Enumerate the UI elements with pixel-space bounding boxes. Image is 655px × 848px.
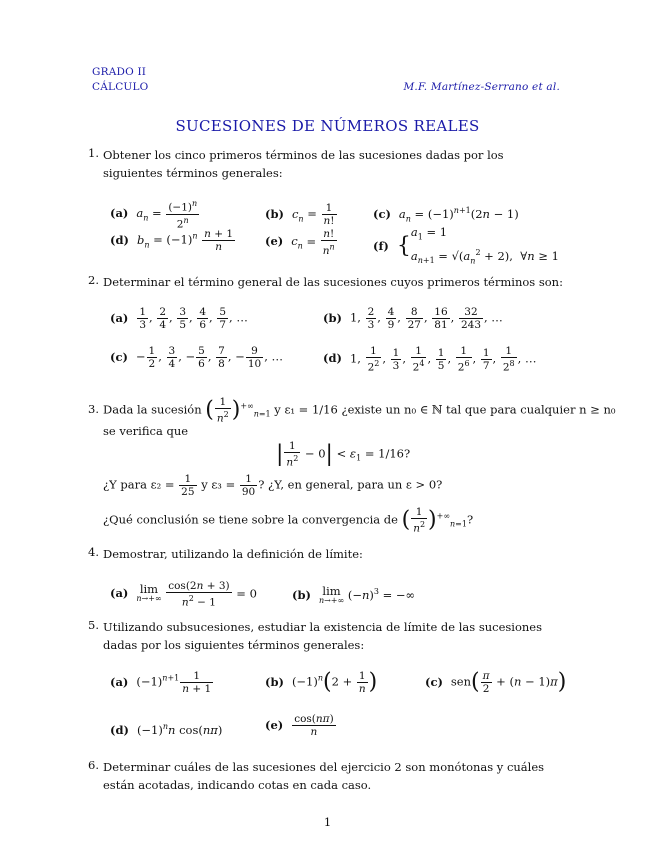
item-number: 5.: [88, 618, 99, 632]
page-title: SUCESIONES DE NÚMEROS REALES: [175, 117, 480, 135]
q3-line1: Dada la sucesión ( $\frac{1}{n^2}$ )$^{+\infty}_{n=1}$ y ε₁ = 1/16 ¿existe un n₀ ∈ ℕ tal que para cualquier n ≥ n₀: [103, 396, 616, 425]
question-1: Obtener los cinco primeros términos de las sucesiones dadas por los siguientes términos generales:: [103, 148, 504, 180]
item-number: 2.: [88, 273, 99, 287]
item-number: 6.: [88, 758, 99, 772]
q3-inequality: | $\frac{1}{n^2}$ − $0| < \varepsilon_1 = 1/16$?: [276, 440, 411, 469]
q2c: (c) − $\frac{1}{2}$ , $\frac{3}{4}$ , − $\frac{5}{6}$ , $\frac{7}{8}$ , − $\frac{9}{10}$ , …: [110, 345, 283, 370]
page-number: 1: [323, 815, 332, 829]
authors: M.F. Martínez-Serrano et al.: [403, 81, 560, 93]
question-6: Determinar cuáles de las sucesiones del ejercicio 2 son monótonas y cuáles están acotadas, indicando cotas en cada caso.: [103, 760, 545, 792]
q4a: (a) lim n→+∞ $\frac{\cos(2n + 3)}{n^2 - 1}$ = 0: [110, 580, 257, 609]
course-name: CÁLCULO: [92, 81, 149, 93]
q1a: (a) $a_n$ = $\frac{(-1)^n}{2^n}$: [110, 199, 198, 230]
q1d: (d) $b_n = (-1)^n$ $\frac{n + 1}{n}$: [110, 228, 234, 253]
q1c: (c) $a_n = (-1)^{n+1}(2n - 1)$: [373, 206, 519, 224]
q5d: (d) $(-1)^nn$ cos(nπ): [110, 722, 223, 737]
q5c: (c) sen( $\frac{\pi}{2}$ + (n − 1)π): [425, 669, 567, 695]
question-4: Demostrar, utilizando la definición de límite:: [103, 547, 363, 561]
course-level: GRADO II: [92, 66, 147, 78]
question-5: Utilizando subsucesiones, estudiar la existencia de límite de las sucesiones dadas por los siguientes términos generales:: [103, 620, 542, 652]
q5a: (a) $(-1)^{n+1}$ $\frac{1}{n + 1}$: [110, 670, 212, 695]
item-number: 1.: [88, 146, 99, 160]
item-number: 3.: [88, 402, 99, 416]
q3-line4: ¿Qué conclusión se tiene sobre la convergencia de ( $\frac{1}{n^2}$ )$^{+\infty}_{n=1}$?: [103, 506, 474, 535]
q2d: (d) 1, $\frac{1}{2^2}$ , $\frac{1}{3}$ , $\frac{1}{2^4}$ , $\frac{1}{5}$ , $\frac{1}{2^6}$ , $\frac{1}{7}$ , $\frac{1}{2^8}$ , …: [323, 345, 537, 374]
q5b: (b) $(-1)^n(2$ + $\frac{1}{n}$ ): [265, 669, 378, 695]
q4b: (b) lim n→+∞ $(-n)^3$ = −∞: [292, 583, 416, 605]
q3-line3: ¿Y para ε₂ = $\frac{1}{25}$ y ε₃ = $\frac{1}{90}$ ? ¿Y, en general, para un ε > 0?: [103, 473, 443, 498]
q1f: (f) {$a_1 = 1$ $a_{n+1} = √(a_n^2 + 2)$, ∀n ≥ 1: [373, 225, 559, 266]
q3-line2: se verifica que: [103, 424, 189, 438]
q2b: (b) 1, $\frac{2}{3}$ , $\frac{4}{9}$ , $\frac{8}{27}$ , $\frac{16}{81}$ , $\frac{32}{243}$ , …: [323, 306, 503, 331]
q2a: (a) $\frac{1}{3}$ , $\frac{2}{4}$ , $\frac{3}{5}$ , $\frac{4}{6}$ , $\frac{5}{7}$ , …: [110, 306, 248, 331]
question-2: Determinar el término general de las sucesiones cuyos primeros términos son:: [103, 275, 563, 289]
item-number: 4.: [88, 545, 99, 559]
q1b: (b) $c_n$ = $\frac{1}{n!}$: [265, 202, 335, 227]
q1e: (e) $c_n$ = $\frac{n!}{n^n}$: [265, 228, 335, 257]
q5e: (e) $\frac{\cos(n\pi)}{n}$: [265, 713, 334, 738]
